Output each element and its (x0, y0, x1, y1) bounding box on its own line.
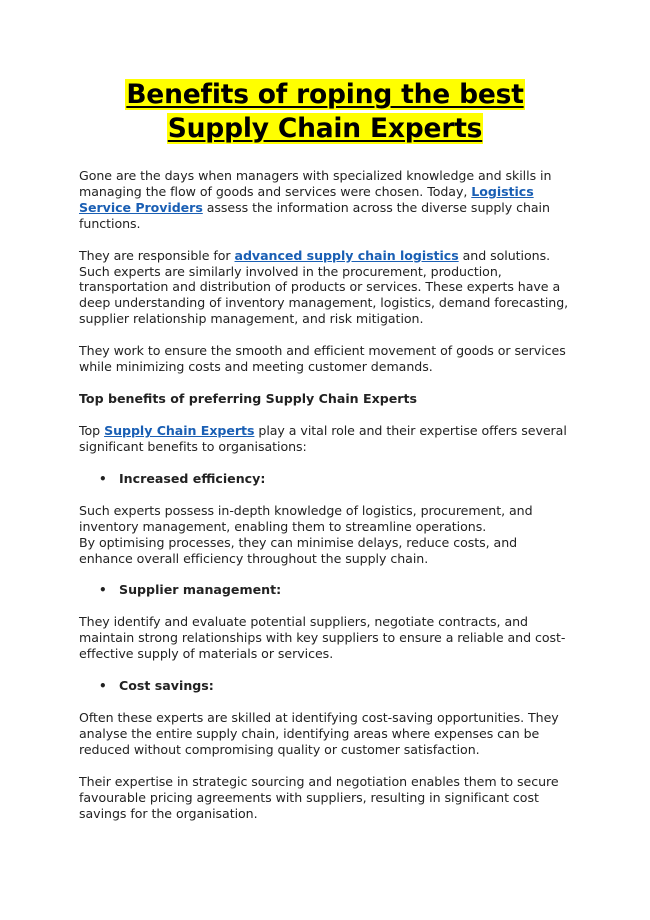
lead-text-a: Top (79, 422, 105, 438)
bullet-dot: • (99, 471, 107, 486)
bullet-dot: • (99, 583, 107, 598)
benefits-heading: Top benefits of preferring Supply Chain Experts (79, 390, 418, 406)
title-line-2: Supply Chain Experts (167, 113, 483, 144)
lead-text-b: play a vital role and their expertise offers several significant benefits to organisations: (79, 422, 567, 454)
bullet-increased-efficiency (99, 471, 571, 487)
intro-paragraph-1 (79, 168, 571, 232)
benefits-lead-paragraph (79, 423, 571, 455)
logistics-service-providers-link[interactable]: Logistics Service Providers (79, 183, 534, 215)
intro-paragraph-3: They work to ensure the smooth and efficient movement of goods or services while minimizing costs and meeting customer demands. (79, 343, 566, 375)
efficiency-paragraph (79, 503, 571, 567)
advanced-supply-chain-logistics-link[interactable]: advanced supply chain logistics (234, 247, 459, 263)
intro-paragraph-2 (79, 248, 571, 328)
cost-savings-paragraph-2: Their expertise in strategic sourcing and negotiation enables them to secure favourable pricing agreements with suppliers, resulting in significant cost savings for the organisation. (79, 773, 559, 821)
bullet-heading: Increased efficiency: (119, 470, 266, 486)
intro-p2-text-a: They are responsible for (79, 247, 235, 263)
supplier-paragraph: They identify and evaluate potential suppliers, negotiate contracts, and maintain strong relationships with key suppliers to ensure a reliable and cost-effective supply of materials or services. (79, 614, 566, 662)
title-line-1: Benefits of roping the best (126, 79, 524, 110)
efficiency-text-1: Such experts possess in-depth knowledge of logistics, procurement, and inventory management, enabling them to streamline operations. (79, 502, 533, 534)
page-title (79, 78, 571, 146)
bullet-heading: Supplier management: (119, 582, 282, 598)
cost-savings-paragraph-1: Often these experts are skilled at identifying cost-saving opportunities. They analyse the entire supply chain, identifying areas where expenses can be reduced without compromising quality or customer satisfaction. (79, 710, 559, 757)
bullet-supplier-management (99, 582, 571, 598)
document-page (79, 78, 571, 822)
bullet-heading: Cost savings: (119, 678, 214, 694)
bullet-cost-savings (99, 678, 571, 694)
supply-chain-experts-link[interactable]: Supply Chain Experts (104, 422, 255, 438)
intro-p2-text-b: and solutions. Such experts are similarly involved in the procurement, production, transportation and distribution of products or services. These experts have a deep understanding of inventory management, logistics, demand forecasting, supplier relationship management, and risk mitigation. (79, 247, 569, 327)
bullet-dot: • (99, 679, 107, 694)
intro-p1-text-b: assess the information across the diverse supply chain functions. (79, 199, 550, 231)
intro-p1-text-a: Gone are the days when managers with specialized knowledge and skills in managing the flow of goods and services were chosen. Today, (79, 168, 552, 199)
efficiency-text-2: By optimising processes, they can minimise delays, reduce costs, and enhance overall efficiency throughout the supply chain. (79, 534, 518, 566)
